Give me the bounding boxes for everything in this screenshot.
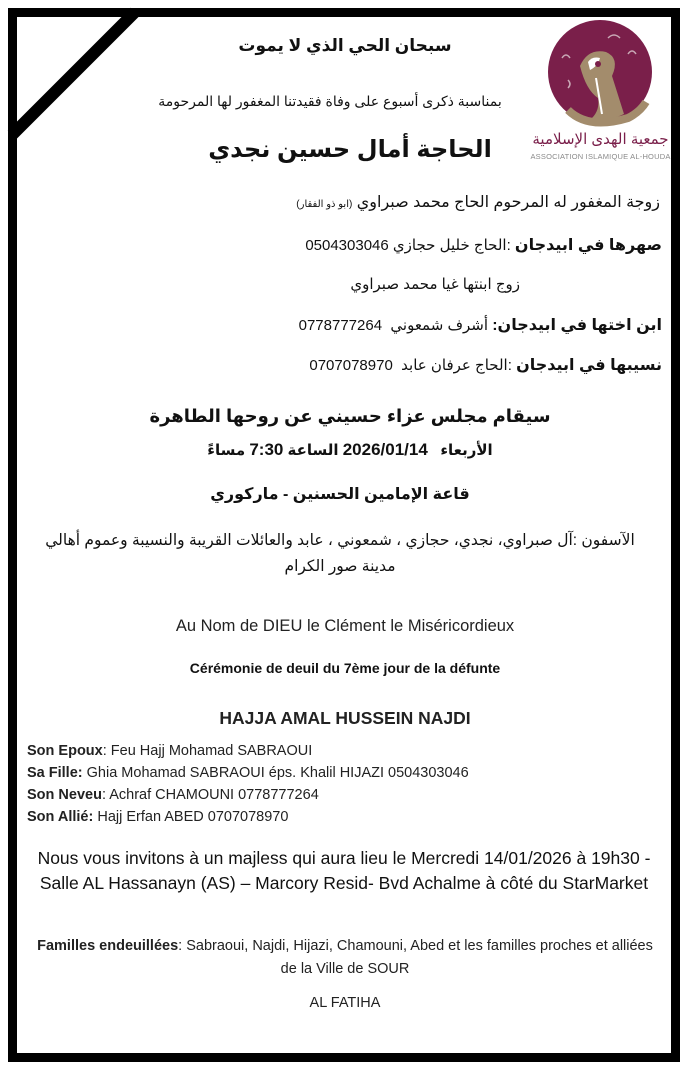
family-row-neveu [27, 787, 319, 803]
family-value: Hajj Erfan ABED 0707078970 [97, 809, 289, 825]
family-value: Achraf CHAMOUNI 0778777264 [109, 787, 319, 803]
association-logo [528, 18, 673, 168]
relative-value: أشرف شمعوني [390, 317, 489, 334]
arabic-mourners: الآسفون :آل صبراوي، نجدي، حجازي ، شمعوني ، عابد والعائلات القريبة والنسيبة وعموم أهالي مدينة صور الكرام [45, 532, 635, 575]
family-value: Feu Hajj Mohamad SABRAOUI [110, 743, 313, 759]
arabic-date-time [180, 440, 520, 460]
time: 7:30 [249, 440, 284, 459]
arabic-intro: بمناسبة ذكرى أسبوع على وفاة فقيدتنا المغفور لها المرحومة [158, 93, 502, 109]
family-label: Sa Fille: [27, 765, 83, 781]
time-prefix: الساعة [287, 442, 339, 459]
arabic-relative-row [270, 235, 662, 255]
family-label: Son Allié: [27, 809, 94, 825]
french-bereaved-families [30, 935, 660, 981]
logo-french-name: ASSOCIATION ISLAMIQUE AL-HOUDA [530, 152, 671, 161]
day: الأربعاء [440, 442, 493, 459]
relative-value: زوج ابنتها غيا محمد صبراوي [350, 276, 520, 293]
french-invitation: Nous vous invitons à un majless qui aura lieu le Mercredi 14/01/2026 à 19h30 - Salle AL Hassanayn (AS) – Marcory Resid- Bvd Achalme à côté du StarMarket [37, 848, 651, 893]
spouse-text: زوجة المغفور له المرحوم الحاج محمد صبراوي [356, 194, 660, 211]
family-row-epoux [27, 743, 312, 759]
logo-arabic-name: جمعية الهدى الإسلامية [532, 131, 669, 148]
relative-phone: 0778777264 [298, 317, 383, 334]
french-deceased-name: HAJJA AMAL HUSSEIN NAJDI [219, 708, 471, 728]
relative-phone: 0504303046 [305, 237, 389, 254]
date: 2026/01/14 [342, 440, 428, 459]
arabic-spouse-line [120, 192, 660, 212]
relative-label: صهرها في ابيدجان [514, 237, 662, 254]
arabic-relative-row [220, 275, 520, 293]
families-label: Familles endeuillées [37, 938, 179, 954]
family-label: Son Epoux [27, 743, 103, 759]
relative-label: ابن اختها في ابيدجان: [492, 317, 662, 334]
family-sep: : [102, 743, 111, 759]
families-text: : Sabraoui, Najdi, Hijazi, Chamouni, Abed et les familles proches et alliées de la Ville de SOUR [178, 938, 653, 977]
relative-label: نسيبها في ابيدجان [516, 357, 662, 374]
relative-value: :الحاج عرفان عابد [401, 357, 512, 374]
family-row-fille [27, 765, 469, 781]
family-value: Ghia Mohamad SABRAOUI éps. Khalil HIJAZI 0504303046 [86, 765, 469, 781]
time-suffix: مساءً [207, 442, 246, 459]
arabic-heading: سبحان الحي الذي لا يموت [238, 36, 452, 55]
arabic-majlis-announcement: سيقام مجلس عزاء حسيني عن روحها الطاهرة [149, 406, 551, 426]
arabic-deceased-name: الحاجة أمال حسين نجدي [208, 136, 492, 163]
spouse-nickname: (ابو ذو الفقار) [296, 199, 353, 210]
french-ceremony-title: Cérémonie de deuil du 7ème jour de la défunte [189, 660, 501, 676]
closing-al-fatiha: AL FATIHA [309, 995, 381, 1011]
arabic-relative-row [270, 315, 662, 335]
arabic-hall: قاعة الإمامين الحسنين - ماركوري [210, 486, 470, 503]
relative-value: :الحاج خليل حجازي [392, 237, 511, 254]
family-sep: : [101, 787, 110, 803]
arabic-relative-row [270, 355, 662, 375]
family-label: Son Neveu [27, 787, 102, 803]
relative-phone: 0707078970 [309, 357, 393, 374]
french-invocation: Au Nom de DIEU le Clément le Miséricordieux [175, 617, 515, 635]
al-houda-calligraphy-icon [528, 18, 673, 128]
family-row-allie [27, 809, 288, 825]
